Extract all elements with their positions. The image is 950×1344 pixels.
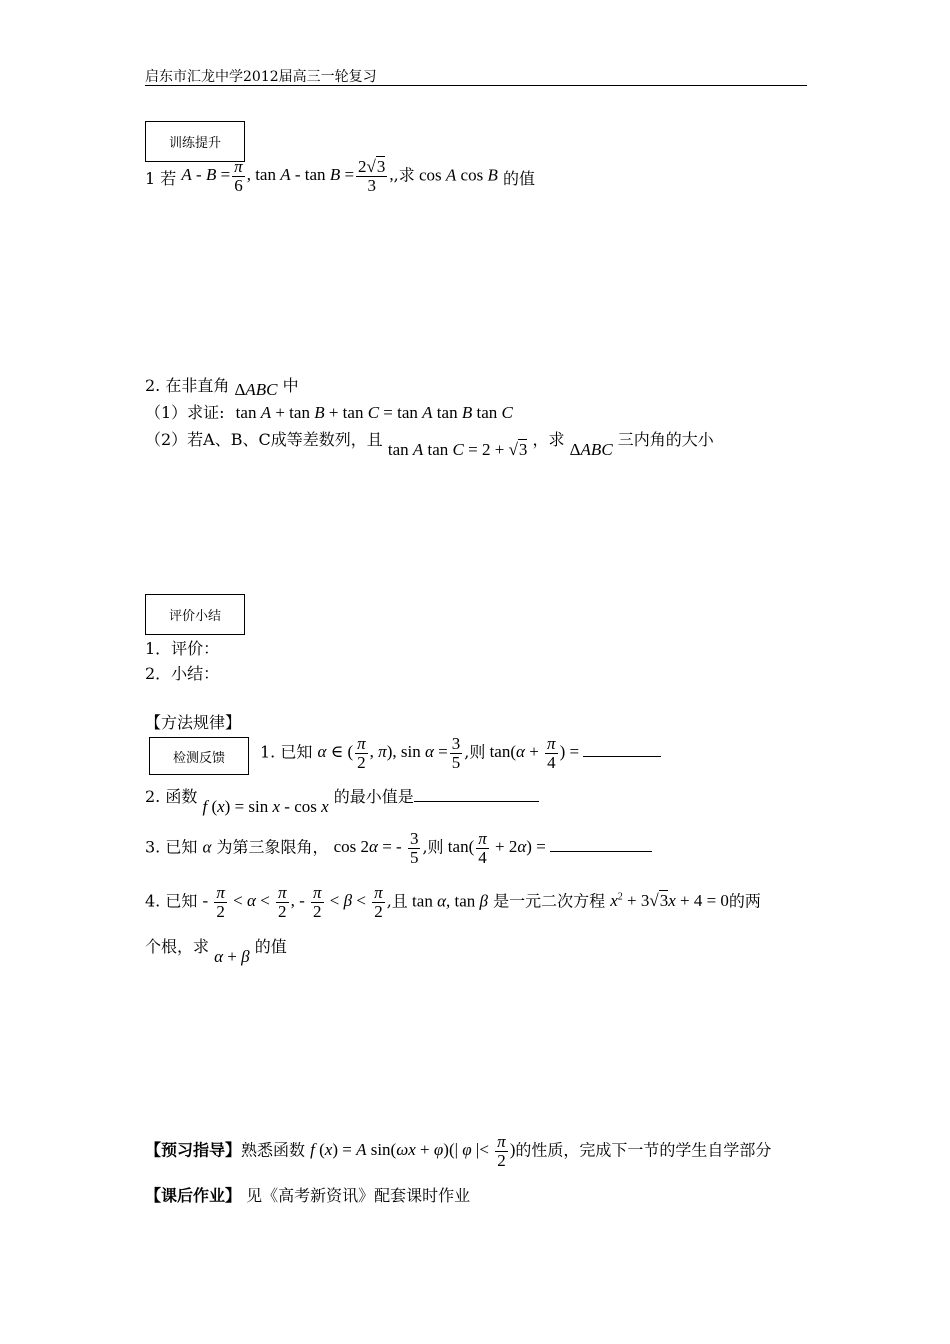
summary-item-1: 1．评价：: [145, 639, 220, 658]
t4-line2: 个根，求: [145, 937, 210, 956]
header-rule: [145, 85, 807, 86]
t4-end: 的两: [728, 891, 761, 911]
t2-intro: 2. 函数: [145, 787, 198, 806]
t4-mid: ,且: [386, 891, 408, 911]
section-box-training: 训练提升: [145, 121, 245, 162]
q2-part2-label: （2）若A、B、C成等差数列，且: [145, 430, 383, 449]
t3-then: ,则: [422, 837, 444, 857]
method-heading: 【方法规律】: [145, 713, 242, 732]
homework-label: 【课后作业】: [145, 1186, 242, 1205]
test-question-4: 4. 已知 - $\frac{\pi}{2}$ < α < $\frac{\pi}{2}$ , - $\frac{\pi}{2}$ < β < $\frac{\pi}{2}$ ,且 tan α, tan β 是一元二次方程 $x^2 + 3√3x + 4 = 0$的两: [145, 883, 761, 921]
document-header: 启东市汇龙中学2012届高三一轮复习: [145, 69, 377, 85]
t3-mid: 为第三象限角，: [216, 837, 329, 857]
test-question-1: 1. 已知 α ∈ ( $\frac{\pi}{2}$ , π), sin α = $\frac{3}{5}$ ,则 tan(α + $\frac{\pi}{4}$ ) =: [260, 735, 661, 772]
question-2-part-2: （2）若A、B、C成等差数列，且 tan A tan C = 2 + √3 ，求 ΔABC 三内角的大小: [145, 430, 714, 459]
q1-number: 1 若: [145, 169, 177, 188]
summary-item-2: 2．小结：: [145, 664, 220, 683]
q1-formula: A - B = $\frac{\pi}{6}$ , tan A - tan B = $\frac{2√3}{3}$ ,: [181, 157, 394, 195]
q1-ask: ,求: [393, 165, 415, 185]
preview-guidance: 【预习指导】熟悉函数 f (x) = A sin(ωx + φ)(| φ |< $\frac{\pi}{2}$ )的性质，完成下一节的学生自学部分: [145, 1132, 772, 1170]
q1-end: 的值: [502, 169, 535, 188]
t3-answer-blank: [550, 851, 652, 852]
homework: [145, 1183, 470, 1206]
test-question-2: 2. 函数 f (x) = sin x - cos x 的最小值是: [145, 784, 539, 807]
t1-intro: 1. 已知: [260, 742, 313, 762]
q2-part1-label: （1）求证:: [145, 403, 225, 422]
t2-answer-blank: [414, 801, 539, 802]
t3-intro: 3. 已知: [145, 837, 198, 857]
homework-text: 见《高考新资讯》配套课时作业: [246, 1186, 471, 1205]
section-box-test: 检测反馈: [149, 737, 249, 775]
q2-zhong: 中: [282, 376, 299, 395]
q2-intro: 2. 在非直角: [145, 376, 230, 395]
preview-text: 熟悉函数: [241, 1140, 306, 1160]
question-2-part-1: （1）求证: tan A + tan B + tan C = tan A tan B tan C: [145, 403, 513, 422]
t1-then: ,则: [464, 742, 486, 762]
t4-is: 是一元二次方程: [493, 891, 606, 911]
t1-answer-blank: [583, 756, 661, 757]
question-2: 2. 在非直角 ΔABC 中: [145, 376, 299, 399]
section-box-evaluation: 评价小结: [145, 594, 245, 635]
t2-end: 的最小值是: [333, 787, 414, 806]
t4-end2: 的值: [254, 937, 287, 956]
preview-end: 的性质，完成下一节的学生自学部分: [515, 1140, 772, 1160]
test-question-3: 3. 已知 α 为第三象限角， cos 2α = - $\frac{3}{5}$ ,则 tan( $\frac{\pi}{4}$ + 2α) =: [145, 830, 652, 867]
q2-ask: ，求: [532, 430, 565, 449]
test-question-4-line-2: 个根，求 α + β 的值: [145, 937, 287, 966]
preview-label: 【预习指导】: [145, 1140, 242, 1160]
q2-end: 三内角的大小: [617, 430, 714, 449]
question-1: 1 若 A - B = $\frac{\pi}{6}$ , tan A - tan B = $\frac{2√3}{3}$ ,,求 cos A cos B 的值: [145, 157, 535, 195]
t4-intro: 4. 已知: [145, 891, 198, 911]
